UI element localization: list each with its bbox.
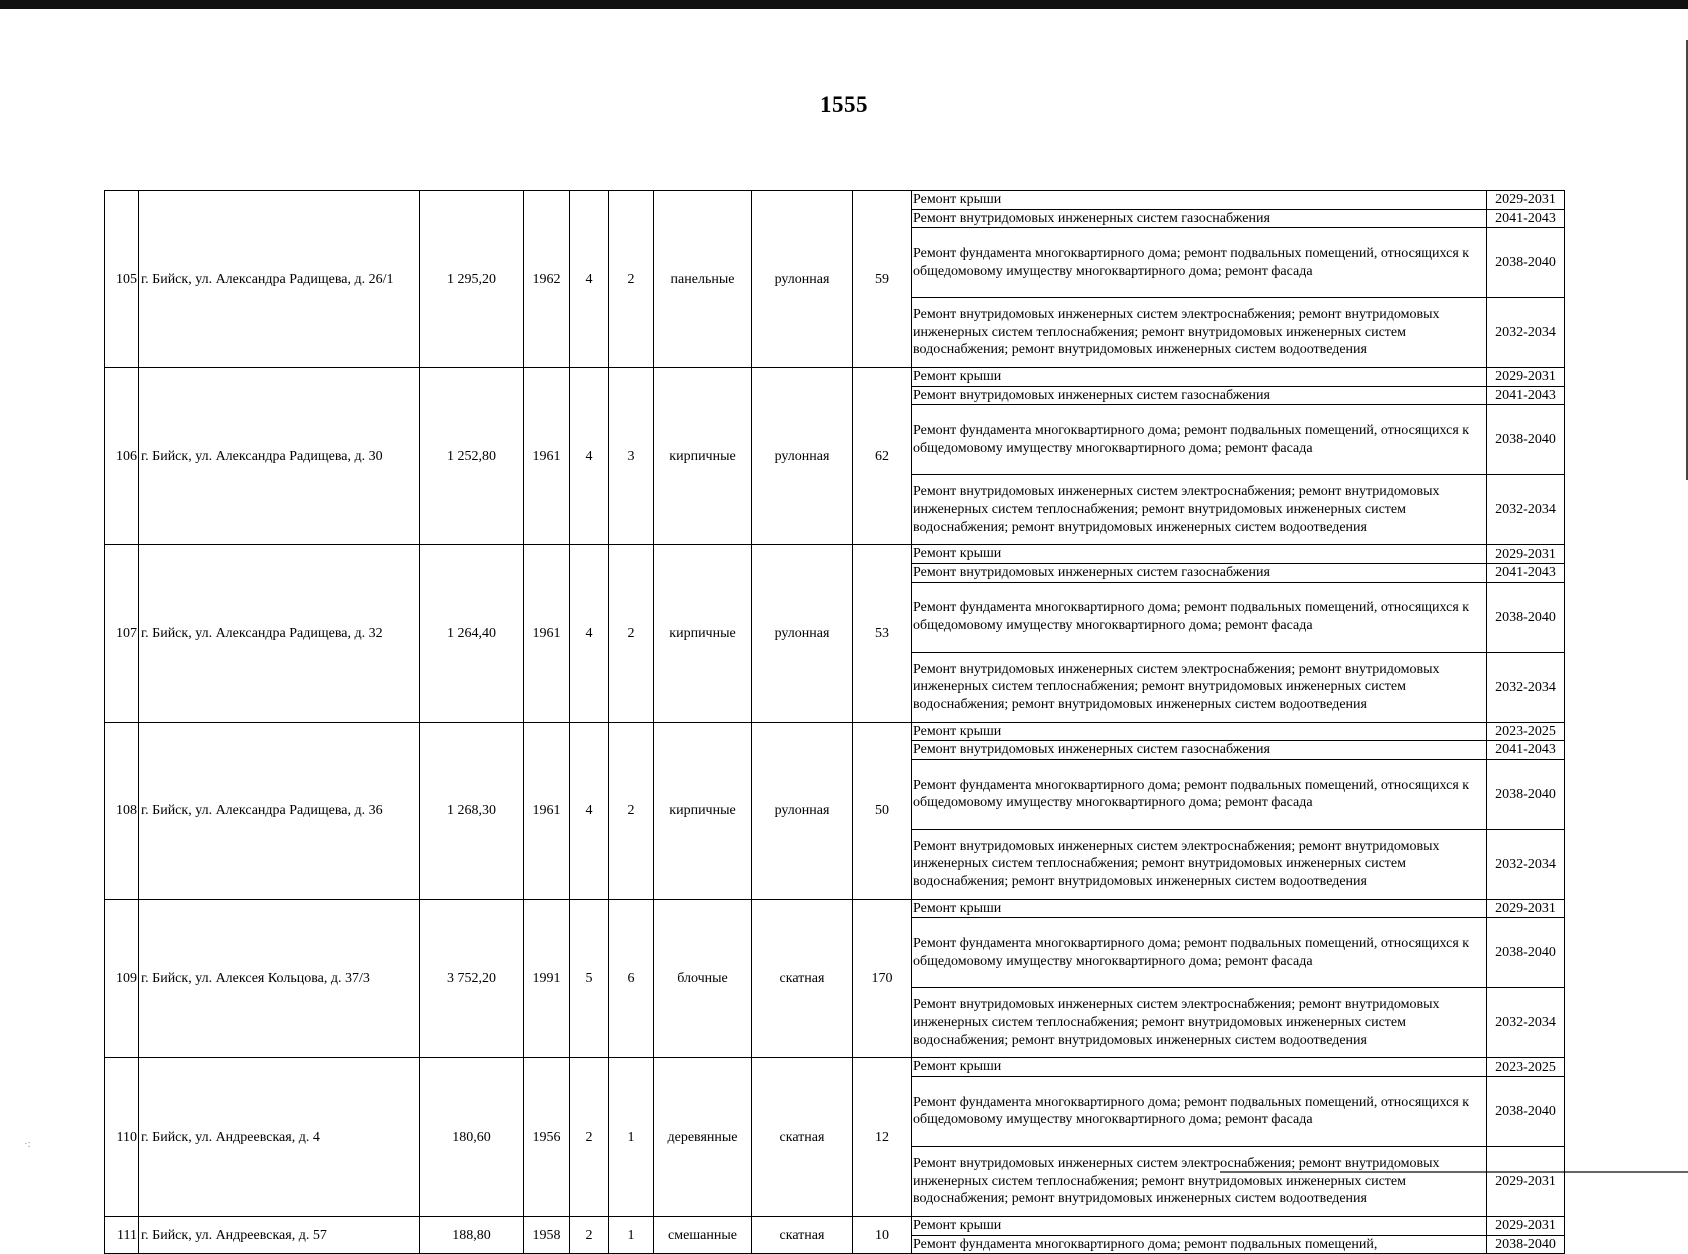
row-number: 105 (105, 191, 139, 368)
house-address: г. Бийск, ул. Александра Радищева, д. 30 (139, 368, 420, 545)
wall-material: кирпичные (654, 722, 752, 899)
work-period: 2041-2043 (1487, 386, 1565, 405)
house-address: г. Бийск, ул. Андреевская, д. 57 (139, 1216, 420, 1253)
build-year: 1961 (524, 722, 570, 899)
entrances-count: 2 (609, 191, 654, 368)
work-row (105, 368, 1565, 387)
build-year: 1961 (524, 545, 570, 722)
residents-count: 62 (853, 368, 912, 545)
work-description: Ремонт крыши (912, 1058, 1487, 1077)
work-row (105, 545, 1565, 564)
residents-count: 10 (853, 1216, 912, 1253)
house-address: г. Бийск, ул. Александра Радищева, д. 32 (139, 545, 420, 722)
entrances-count: 1 (609, 1058, 654, 1217)
work-period: 2032-2034 (1487, 298, 1565, 368)
scan-artifact: ·: (24, 1138, 31, 1150)
work-row (105, 899, 1565, 918)
work-description: Ремонт внутридомовых инженерных систем газоснабжения (912, 386, 1487, 405)
work-row (105, 722, 1565, 741)
work-period: 2029-2031 (1487, 191, 1565, 210)
work-description: Ремонт фундамента многоквартирного дома; ремонт подвальных помещений, относящихся к общедомовому имуществу многоквартирного дома; ремонт фасада (912, 405, 1487, 475)
house-area: 1 252,80 (420, 368, 524, 545)
work-period: 2038-2040 (1487, 759, 1565, 829)
work-period: 2029-2031 (1487, 545, 1565, 564)
house-area: 188,80 (420, 1216, 524, 1253)
work-description: Ремонт внутридомовых инженерных систем электроснабжения; ремонт внутридомовых инженерных систем теплоснабжения; ремонт внутридомовых инженерных систем водоснабжения; ремонт внутридомовых инженерных систем водоотведения (912, 1146, 1487, 1216)
work-period: 2038-2040 (1487, 1076, 1565, 1146)
residents-count: 50 (853, 722, 912, 899)
work-period: 2023-2025 (1487, 722, 1565, 741)
work-description: Ремонт внутридомовых инженерных систем электроснабжения; ремонт внутридомовых инженерных систем теплоснабжения; ремонт внутридомовых инженерных систем водоснабжения; ремонт внутридомовых инженерных систем водоотведения (912, 988, 1487, 1058)
register-body (105, 191, 1565, 1254)
entrances-count: 3 (609, 368, 654, 545)
work-period: 2038-2040 (1487, 582, 1565, 652)
work-description: Ремонт внутридомовых инженерных систем электроснабжения; ремонт внутридомовых инженерных систем теплоснабжения; ремонт внутридомовых инженерных систем водоснабжения; ремонт внутридомовых инженерных систем водоотведения (912, 829, 1487, 899)
work-period: 2032-2034 (1487, 829, 1565, 899)
floors-count: 4 (570, 545, 609, 722)
floors-count: 4 (570, 722, 609, 899)
roof-type: скатная (752, 1216, 853, 1253)
house-area: 1 295,20 (420, 191, 524, 368)
work-period: 2038-2040 (1487, 405, 1565, 475)
house-address: г. Бийск, ул. Александра Радищева, д. 26/1 (139, 191, 420, 368)
work-row (105, 191, 1565, 210)
wall-material: смешанные (654, 1216, 752, 1253)
house-area: 3 752,20 (420, 899, 524, 1058)
row-number: 109 (105, 899, 139, 1058)
floors-count: 4 (570, 191, 609, 368)
residents-count: 12 (853, 1058, 912, 1217)
work-description: Ремонт крыши (912, 368, 1487, 387)
housing-repair-register-table (104, 190, 1565, 1254)
work-period: 2032-2034 (1487, 475, 1565, 545)
work-period: 2032-2034 (1487, 652, 1565, 722)
work-description: Ремонт внутридомовых инженерных систем электроснабжения; ремонт внутридомовых инженерных систем теплоснабжения; ремонт внутридомовых инженерных систем водоснабжения; ремонт внутридомовых инженерных систем водоотведения (912, 298, 1487, 368)
wall-material: кирпичные (654, 545, 752, 722)
build-year: 1962 (524, 191, 570, 368)
row-number: 106 (105, 368, 139, 545)
work-description: Ремонт крыши (912, 722, 1487, 741)
work-period: 2041-2043 (1487, 209, 1565, 228)
work-period: 2041-2043 (1487, 563, 1565, 582)
work-description: Ремонт внутридомовых инженерных систем газоснабжения (912, 741, 1487, 760)
work-description: Ремонт крыши (912, 1216, 1487, 1235)
residents-count: 170 (853, 899, 912, 1058)
row-number: 111 (105, 1216, 139, 1253)
work-description: Ремонт внутридомовых инженерных систем электроснабжения; ремонт внутридомовых инженерных систем теплоснабжения; ремонт внутридомовых инженерных систем водоснабжения; ремонт внутридомовых инженерных систем водоотведения (912, 475, 1487, 545)
work-description: Ремонт крыши (912, 899, 1487, 918)
roof-type: рулонная (752, 191, 853, 368)
entrances-count: 6 (609, 899, 654, 1058)
build-year: 1961 (524, 368, 570, 545)
house-area: 180,60 (420, 1058, 524, 1217)
work-description: Ремонт внутридомовых инженерных систем электроснабжения; ремонт внутридомовых инженерных систем теплоснабжения; ремонт внутридомовых инженерных систем водоснабжения; ремонт внутридомовых инженерных систем водоотведения (912, 652, 1487, 722)
wall-material: деревянные (654, 1058, 752, 1217)
work-description: Ремонт крыши (912, 545, 1487, 564)
roof-type: рулонная (752, 722, 853, 899)
house-address: г. Бийск, ул. Андреевская, д. 4 (139, 1058, 420, 1217)
work-description: Ремонт крыши (912, 191, 1487, 210)
row-number: 110 (105, 1058, 139, 1217)
floors-count: 2 (570, 1058, 609, 1217)
work-period: 2029-2031 (1487, 899, 1565, 918)
work-description: Ремонт фундамента многоквартирного дома; ремонт подвальных помещений, (912, 1235, 1487, 1254)
floors-count: 2 (570, 1216, 609, 1253)
floors-count: 5 (570, 899, 609, 1058)
build-year: 1958 (524, 1216, 570, 1253)
work-period: 2029-2031 (1487, 1146, 1565, 1216)
house-address: г. Бийск, ул. Алексея Кольцова, д. 37/3 (139, 899, 420, 1058)
entrances-count: 1 (609, 1216, 654, 1253)
work-description: Ремонт фундамента многоквартирного дома; ремонт подвальных помещений, относящихся к общедомовому имуществу многоквартирного дома; ремонт фасада (912, 918, 1487, 988)
house-address: г. Бийск, ул. Александра Радищева, д. 36 (139, 722, 420, 899)
build-year: 1991 (524, 899, 570, 1058)
work-description: Ремонт фундамента многоквартирного дома; ремонт подвальных помещений, относящихся к общедомовому имуществу многоквартирного дома; ремонт фасада (912, 759, 1487, 829)
work-description: Ремонт фундамента многоквартирного дома; ремонт подвальных помещений, относящихся к общедомовому имуществу многоквартирного дома; ремонт фасада (912, 228, 1487, 298)
work-period: 2038-2040 (1487, 1235, 1565, 1254)
work-period: 2029-2031 (1487, 368, 1565, 387)
row-number: 107 (105, 545, 139, 722)
work-period: 2029-2031 (1487, 1216, 1565, 1235)
work-description: Ремонт внутридомовых инженерных систем газоснабжения (912, 563, 1487, 582)
work-period: 2023-2025 (1487, 1058, 1565, 1077)
roof-type: рулонная (752, 368, 853, 545)
wall-material: блочные (654, 899, 752, 1058)
work-row (105, 1216, 1565, 1235)
work-description: Ремонт фундамента многоквартирного дома; ремонт подвальных помещений, относящихся к общедомовому имуществу многоквартирного дома; ремонт фасада (912, 1076, 1487, 1146)
work-row (105, 1058, 1565, 1077)
work-period: 2041-2043 (1487, 741, 1565, 760)
residents-count: 59 (853, 191, 912, 368)
house-area: 1 268,30 (420, 722, 524, 899)
wall-material: кирпичные (654, 368, 752, 545)
entrances-count: 2 (609, 545, 654, 722)
page-number: 1555 (820, 92, 868, 117)
work-period: 2038-2040 (1487, 918, 1565, 988)
roof-type: рулонная (752, 545, 853, 722)
roof-type: скатная (752, 1058, 853, 1217)
residents-count: 53 (853, 545, 912, 722)
floors-count: 4 (570, 368, 609, 545)
row-number: 108 (105, 722, 139, 899)
house-area: 1 264,40 (420, 545, 524, 722)
work-description: Ремонт фундамента многоквартирного дома; ремонт подвальных помещений, относящихся к общедомовому имуществу многоквартирного дома; ремонт фасада (912, 582, 1487, 652)
work-description: Ремонт внутридомовых инженерных систем газоснабжения (912, 209, 1487, 228)
scan-border-top (0, 0, 1688, 9)
build-year: 1956 (524, 1058, 570, 1217)
work-period: 2038-2040 (1487, 228, 1565, 298)
entrances-count: 2 (609, 722, 654, 899)
roof-type: скатная (752, 899, 853, 1058)
work-period: 2032-2034 (1487, 988, 1565, 1058)
wall-material: панельные (654, 191, 752, 368)
